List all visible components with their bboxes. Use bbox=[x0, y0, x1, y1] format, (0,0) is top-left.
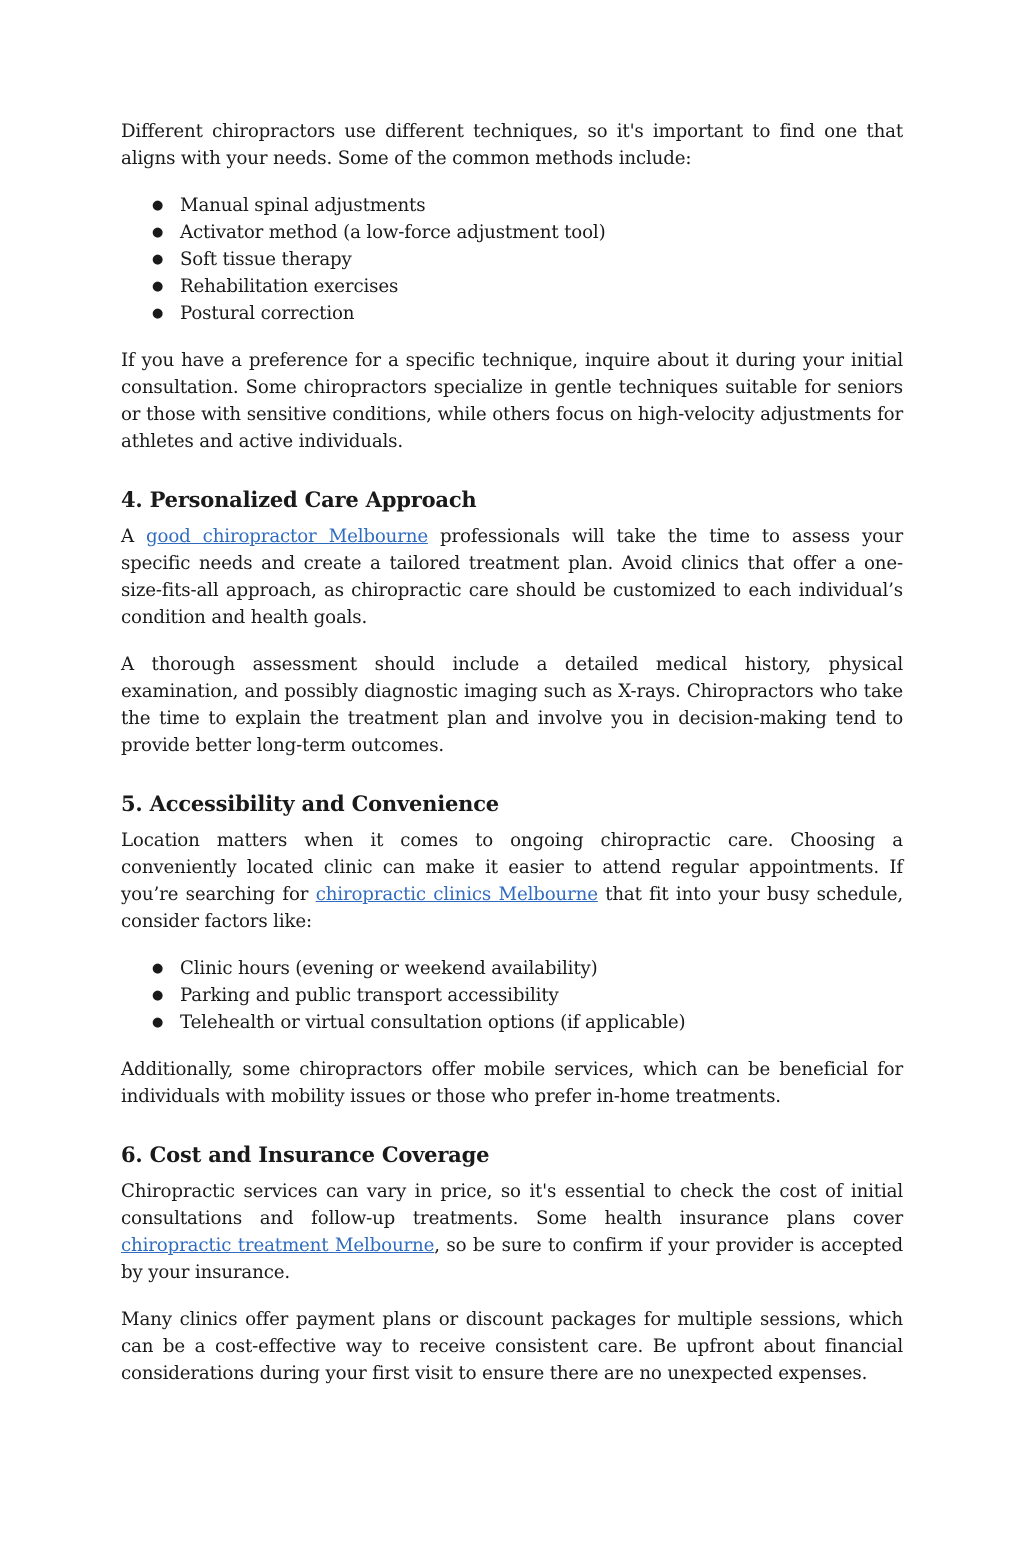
section-heading-accessibility: 5. Accessibility and Convenience bbox=[121, 791, 499, 816]
list-item-text: Parking and public transport accessibility bbox=[180, 985, 559, 1006]
list-item bbox=[121, 219, 903, 246]
document-page bbox=[121, 118, 903, 1387]
text-span: professionals will take the time to assess your specific needs and create a tailored treatment plan. Avoid clinics that offer a one-size-fits-all approach, as chiropractic care should be customized to each individual’s condition and health goals. bbox=[121, 526, 903, 628]
list-item-text: Manual spinal adjustments bbox=[180, 195, 426, 216]
text-span: , so be sure to confirm if your provider is accepted by your insurance. bbox=[121, 1235, 904, 1283]
list-item-text: Telehealth or virtual consultation options (if applicable) bbox=[180, 1012, 686, 1033]
chiropractic-treatment-link[interactable]: chiropractic treatment Melbourne bbox=[121, 1235, 435, 1256]
text-span: that fit into your busy schedule, consider factors like: bbox=[121, 884, 904, 932]
list-item bbox=[121, 982, 903, 1009]
techniques-list bbox=[121, 192, 903, 327]
bullet-icon: ● bbox=[152, 252, 164, 267]
bullet-icon: ● bbox=[152, 198, 164, 213]
convenience-factors-list bbox=[121, 955, 903, 1036]
bullet-icon: ● bbox=[152, 306, 164, 321]
list-item bbox=[121, 1009, 903, 1036]
accessibility-paragraph bbox=[121, 827, 903, 935]
text-span: Chiropractic services can vary in price, so it's essential to check the cost of initial consultations and follow-up treatments. Some health insurance plans cover bbox=[121, 1181, 903, 1229]
bullet-icon: ● bbox=[152, 988, 164, 1003]
section-heading-cost-insurance: 6. Cost and Insurance Coverage bbox=[121, 1142, 490, 1167]
text-span: A bbox=[121, 526, 147, 547]
list-item bbox=[121, 246, 903, 273]
list-item-text: Postural correction bbox=[180, 303, 355, 324]
cost-paragraph bbox=[121, 1178, 903, 1286]
good-chiropractor-link[interactable]: good chiropractor Melbourne bbox=[146, 526, 428, 547]
mobile-services-paragraph: Additionally, some chiropractors offer mobile services, which can be beneficial for individuals with mobility issues or those who prefer in-home treatments. bbox=[121, 1059, 903, 1107]
personalized-care-paragraph bbox=[121, 523, 903, 631]
technique-preference-paragraph: If you have a preference for a specific technique, inquire about it during your initial consultation. Some chiropractors specialize in gentle techniques suitable for seniors or those with sensitive conditions, while others focus on high-velocity adjustments for athletes and active individuals. bbox=[121, 350, 903, 452]
bullet-icon: ● bbox=[152, 225, 164, 240]
assessment-paragraph: A thorough assessment should include a detailed medical history, physical examination, and possibly diagnostic imaging such as X-rays. Chiropractors who take the time to explain the treatment plan and involve you in decision-making tend to provide better long-term outcomes. bbox=[121, 654, 903, 756]
section-heading-personalized-care: 4. Personalized Care Approach bbox=[121, 487, 477, 512]
list-item bbox=[121, 273, 903, 300]
intro-paragraph: Different chiropractors use different techniques, so it's important to find one that aligns with your needs. Some of the common methods include: bbox=[121, 121, 903, 169]
payment-plans-paragraph: Many clinics offer payment plans or discount packages for multiple sessions, which can be a cost-effective way to receive consistent care. Be upfront about financial considerations during your first visit to ensure there are no unexpected expenses. bbox=[121, 1309, 903, 1384]
list-item bbox=[121, 955, 903, 982]
list-item bbox=[121, 192, 903, 219]
list-item-text: Rehabilitation exercises bbox=[180, 276, 399, 297]
bullet-icon: ● bbox=[152, 961, 164, 976]
list-item-text: Soft tissue therapy bbox=[180, 249, 352, 270]
list-item-text: Activator method (a low-force adjustment tool) bbox=[180, 222, 606, 243]
chiropractic-clinics-link[interactable]: chiropractic clinics Melbourne bbox=[315, 884, 598, 905]
bullet-icon: ● bbox=[152, 279, 164, 294]
bullet-icon: ● bbox=[152, 1015, 164, 1030]
list-item bbox=[121, 300, 903, 327]
list-item-text: Clinic hours (evening or weekend availability) bbox=[180, 958, 598, 979]
text-span: Location matters when it comes to ongoing chiropractic care. Choosing a conveniently located clinic can make it easier to attend regular appointments. If you’re searching for bbox=[121, 830, 903, 905]
